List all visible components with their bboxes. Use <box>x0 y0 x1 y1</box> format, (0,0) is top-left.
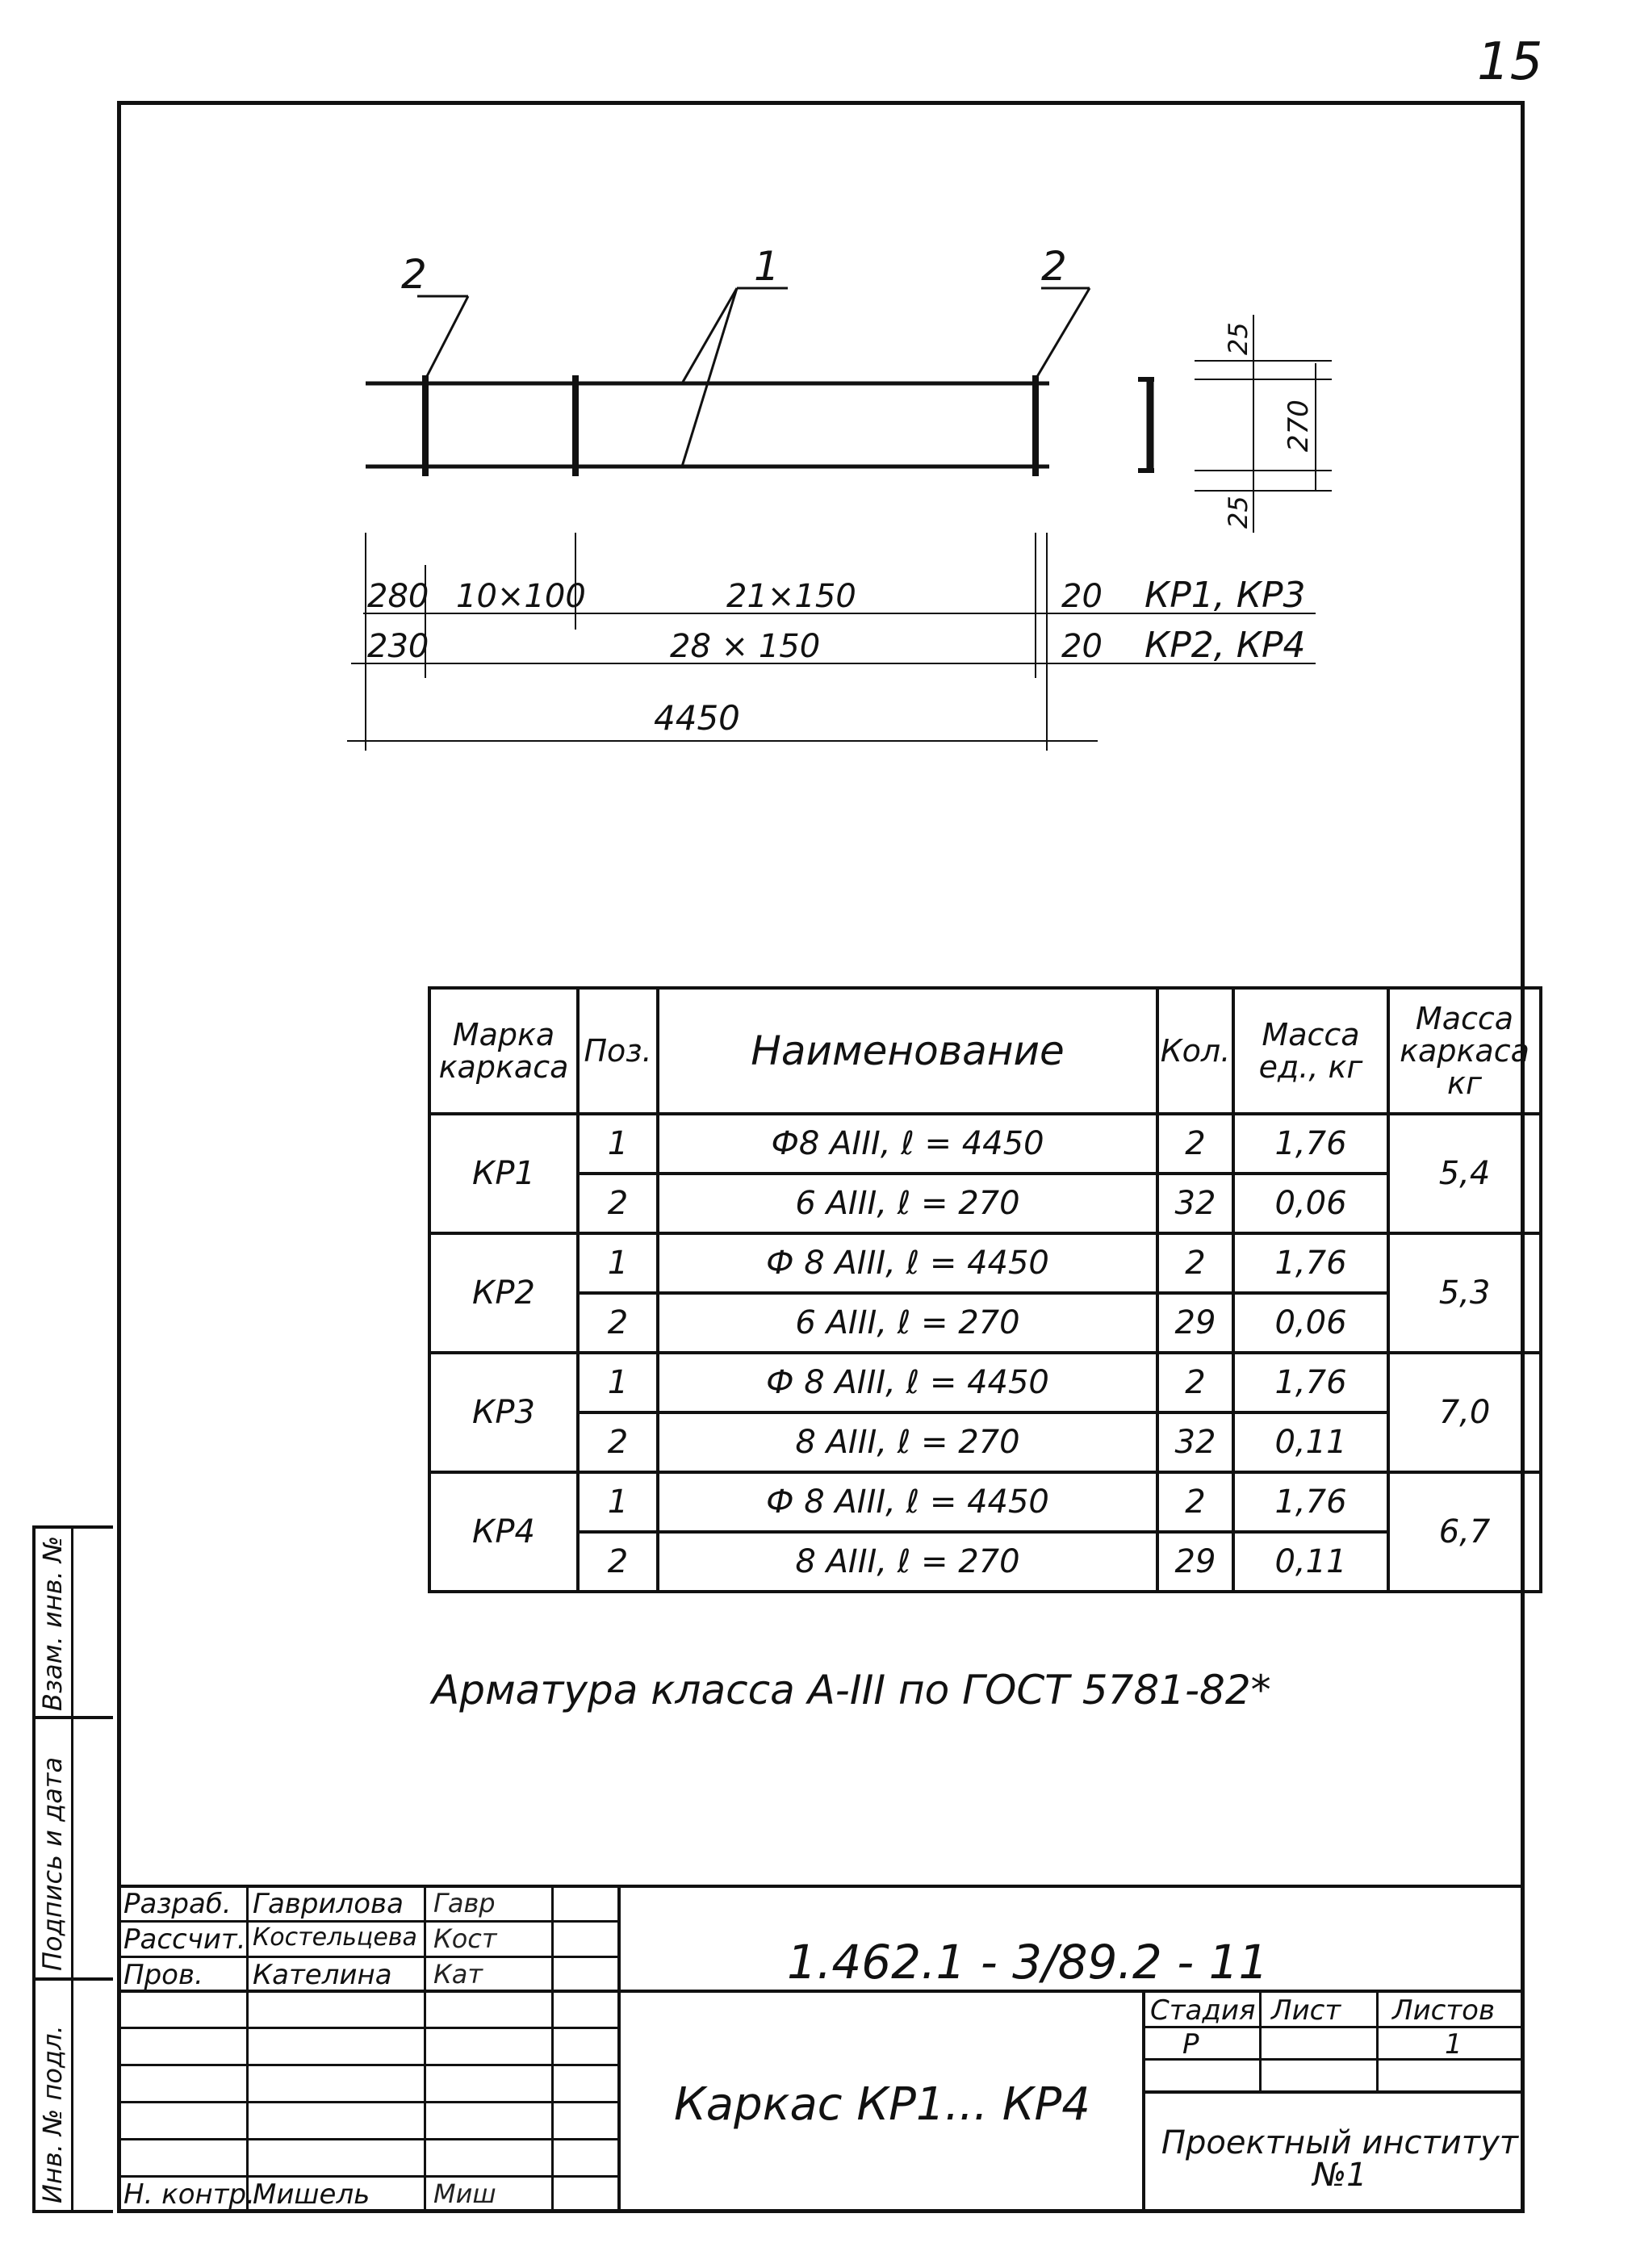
page-number: 15 <box>1477 32 1543 92</box>
pos-label-middle: 1 <box>754 243 780 290</box>
cell-qty: 32 <box>1157 1412 1233 1472</box>
side-stamp <box>32 1525 113 2213</box>
table-row <box>429 1472 1541 1532</box>
cell-mass-unit: 1,76 <box>1233 1233 1388 1293</box>
role-norm-control: Н. контр. <box>123 2178 255 2211</box>
stamp-signature-date: Подпись и дата <box>37 1756 68 1971</box>
cell-mass-unit: 1,76 <box>1233 1472 1388 1532</box>
dim-280: 280 <box>367 578 429 615</box>
dim-4450: 4450 <box>654 698 740 738</box>
cell-mark: КР4 <box>429 1472 578 1592</box>
section-dim-top: 25 <box>1223 322 1253 355</box>
marks-row2: КР2, КР4 <box>1144 625 1306 666</box>
section-dim-mid: 270 <box>1283 400 1315 452</box>
role-calculated: Рассчит. <box>123 1923 246 1956</box>
pos-label-right: 2 <box>1041 243 1067 290</box>
header-mass-frame: Масса каркаса кг <box>1388 988 1541 1114</box>
cell-name: 6 АIII, ℓ = 270 <box>658 1174 1157 1233</box>
name-calculated: Костельцева <box>253 1923 417 1952</box>
cell-name: Ф 8 АIII, ℓ = 4450 <box>658 1353 1157 1412</box>
cell-mark: КР2 <box>429 1233 578 1353</box>
reinforcement-note: Арматура класса А-III по ГОСТ 5781-82* <box>432 1667 1271 1714</box>
table-row <box>429 1114 1541 1174</box>
cell-mass-unit: 0,11 <box>1233 1412 1388 1472</box>
dim-230: 230 <box>367 628 429 665</box>
table-header-row <box>429 988 1541 1114</box>
title-block <box>117 1885 1525 2213</box>
section-dim-bottom: 25 <box>1223 496 1253 529</box>
header-mark: Марка каркаса <box>429 988 578 1114</box>
cell-mass-unit: 0,06 <box>1233 1174 1388 1233</box>
dim-28x150: 28 × 150 <box>670 628 821 665</box>
cell-mass-unit: 1,76 <box>1233 1353 1388 1412</box>
cell-qty: 29 <box>1157 1532 1233 1592</box>
header-qty: Кол. <box>1157 988 1233 1114</box>
marks-row1: КР1, КР3 <box>1144 575 1306 616</box>
cell-mark: КР1 <box>429 1114 578 1233</box>
stamp-replacement-inventory: Взам. инв. № <box>37 1535 68 1711</box>
table-row <box>429 1174 1541 1233</box>
sheet-label: Лист <box>1271 1994 1341 2027</box>
document-title: Каркас КР1... КР4 <box>674 2078 1090 2131</box>
cell-qty: 32 <box>1157 1174 1233 1233</box>
name-developed: Гаврилова <box>253 1888 404 1920</box>
cell-mass-unit: 0,06 <box>1233 1293 1388 1353</box>
cell-pos: 1 <box>578 1353 658 1412</box>
cell-qty: 29 <box>1157 1293 1233 1353</box>
signature-norm-control: Миш <box>433 2178 496 2209</box>
specification-table <box>428 986 1542 1593</box>
dim-21x150: 21×150 <box>726 578 856 615</box>
cell-mass-frame: 5,4 <box>1388 1114 1541 1233</box>
header-mass-unit: Масса ед., кг <box>1233 988 1388 1114</box>
cell-mass-frame: 7,0 <box>1388 1353 1541 1472</box>
cell-name: Ф 8 АIII, ℓ = 4450 <box>658 1233 1157 1293</box>
role-developed: Разраб. <box>123 1888 232 1920</box>
cell-qty: 2 <box>1157 1472 1233 1532</box>
cell-name: Ф 8 АIII, ℓ = 4450 <box>658 1472 1157 1532</box>
signature-checked: Кат <box>433 1959 483 1990</box>
cell-pos: 1 <box>578 1472 658 1532</box>
signature-developed: Гавр <box>433 1888 496 1919</box>
table-row <box>429 1412 1541 1472</box>
stage-value: Р <box>1182 2028 1199 2061</box>
cell-mark: КР3 <box>429 1353 578 1472</box>
role-checked: Пров. <box>123 1959 203 1991</box>
table-row <box>429 1532 1541 1592</box>
name-norm-control: Мишель <box>253 2178 370 2211</box>
signature-calculated: Кост <box>433 1923 497 1954</box>
dim-20-row2: 20 <box>1061 628 1103 665</box>
cell-qty: 2 <box>1157 1114 1233 1174</box>
table-row <box>429 1293 1541 1353</box>
dim-10x100: 10×100 <box>456 578 586 615</box>
header-pos: Поз. <box>578 988 658 1114</box>
cell-pos: 1 <box>578 1114 658 1174</box>
dim-20-row1: 20 <box>1061 578 1103 615</box>
institute-name: Проектный институт №1 <box>1161 2124 1519 2194</box>
cell-name: 8 АIII, ℓ = 270 <box>658 1412 1157 1472</box>
table-row <box>429 1353 1541 1412</box>
pos-label-left: 2 <box>401 251 427 298</box>
cell-qty: 2 <box>1157 1353 1233 1412</box>
cell-mass-unit: 1,76 <box>1233 1114 1388 1174</box>
sheets-label: Листов <box>1392 1994 1496 2027</box>
cell-pos: 2 <box>578 1412 658 1472</box>
cell-pos: 2 <box>578 1174 658 1233</box>
cell-qty: 2 <box>1157 1233 1233 1293</box>
frame-drawing <box>0 0 1632 807</box>
cell-mass-unit: 0,11 <box>1233 1532 1388 1592</box>
document-code: 1.462.1 - 3/89.2 - 11 <box>787 1935 1269 1990</box>
header-name: Наименование <box>658 988 1157 1114</box>
stamp-inventory-original: Инв. № подл. <box>37 2025 68 2203</box>
name-checked: Кателина <box>253 1959 392 1991</box>
cell-name: 6 АIII, ℓ = 270 <box>658 1293 1157 1353</box>
cell-mass-frame: 6,7 <box>1388 1472 1541 1592</box>
cell-pos: 2 <box>578 1293 658 1353</box>
cell-mass-frame: 5,3 <box>1388 1233 1541 1353</box>
cell-name: 8 АIII, ℓ = 270 <box>658 1532 1157 1592</box>
sheets-value: 1 <box>1445 2028 1463 2061</box>
cell-name: Ф8 АIII, ℓ = 4450 <box>658 1114 1157 1174</box>
stage-label: Стадия <box>1150 1994 1256 2027</box>
cell-pos: 1 <box>578 1233 658 1293</box>
table-row <box>429 1233 1541 1293</box>
cell-pos: 2 <box>578 1532 658 1592</box>
